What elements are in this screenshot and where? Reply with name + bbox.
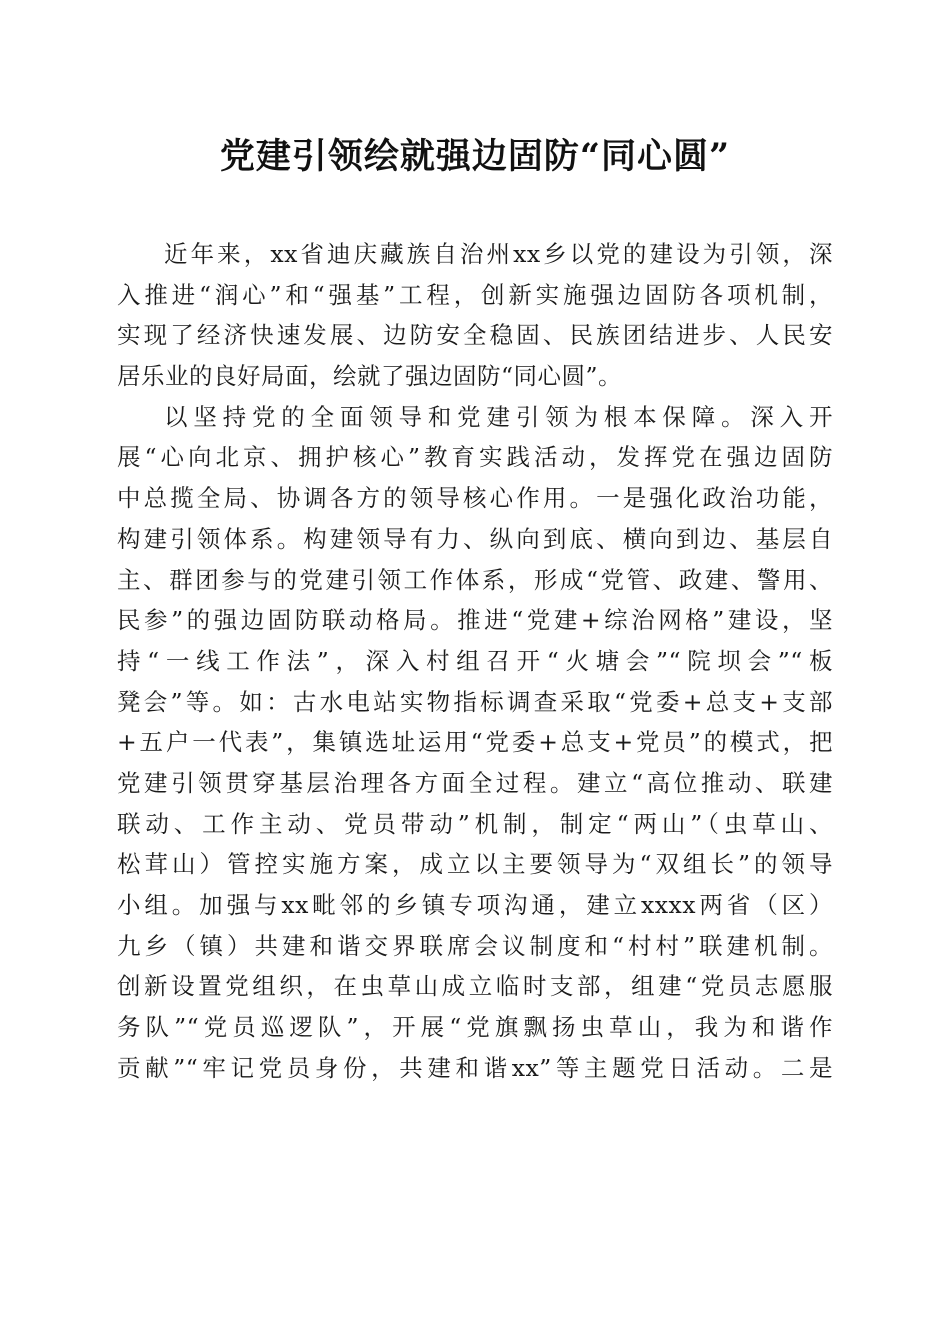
paragraph-line: 九乡（镇）共建和谐交界联席会议制度和“村村”联建机制。 (117, 931, 833, 960)
paragraph-line: 以坚持党的全面领导和党建引领为根本保障。深入开 (164, 402, 833, 431)
paragraph-line: 小组。加强与xx毗邻的乡镇专项沟通，建立xxxx两省（区） (117, 891, 833, 919)
paragraph-line: 联动、工作主动、党员带动”机制，制定“两山”（虫草山、 (117, 809, 833, 838)
paragraph-line: 实现了经济快速发展、边防安全稳固、民族团结进步、人民安 (117, 321, 833, 350)
paragraph-line: 务队”“党员巡逻队”，开展“党旗飘扬虫草山，我为和谐作 (117, 1013, 833, 1042)
paragraph-1 (117, 234, 833, 397)
document-title: 党建引领绘就强边固防“同心圆” (219, 136, 731, 177)
paragraph-line: 主、群团参与的党建引领工作体系，形成“党管、政建、警用、 (117, 565, 833, 594)
paragraph-line: 入推进“润心”和“强基”工程，创新实施强边固防各项机制， (117, 280, 833, 309)
paragraph-line: 党建引领贯穿基层治理各方面全过程。建立“高位推动、联建 (117, 768, 833, 797)
paragraph-line: +五户一代表”，集镇选址运用“党委+总支+党员”的模式，把 (117, 728, 833, 757)
paragraph-line: 贡献”“牢记党员身份，共建和谐xx”等主题党日活动。二是 (117, 1053, 833, 1082)
paragraph-line: 构建引领体系。构建领导有力、纵向到底、横向到边、基层自 (117, 524, 833, 553)
paragraph-2 (117, 397, 833, 1089)
paragraph-line: 创新设置党组织，在虫草山成立临时支部，组建“党员志愿服 (117, 972, 833, 1001)
paragraph-line: 松茸山）管控实施方案，成立以主要领导为“双组长”的领导 (117, 850, 833, 879)
paragraph-line: 近年来，xx省迪庆藏族自治州xx乡以党的建设为引领，深 (164, 240, 833, 268)
paragraph-line: 凳会”等。如：古水电站实物指标调查采取“党委+总支+支部 (117, 687, 833, 716)
paragraph-line: 持“一线工作法”，深入村组召开“火塘会”“院坝会”“板 (117, 646, 833, 675)
document-body (117, 234, 833, 1088)
paragraph-line: 展“心向北京、拥护核心”教育实践活动，发挥党在强边固防 (117, 443, 833, 472)
paragraph-line: 中总揽全局、协调各方的领导核心作用。一是强化政治功能， (117, 484, 833, 513)
paragraph-line: 民参”的强边固防联动格局。推进“党建+综治网格”建设，坚 (117, 606, 833, 635)
paragraph-line: 居乐业的良好局面，绘就了强边固防“同心圆”。 (117, 362, 623, 391)
